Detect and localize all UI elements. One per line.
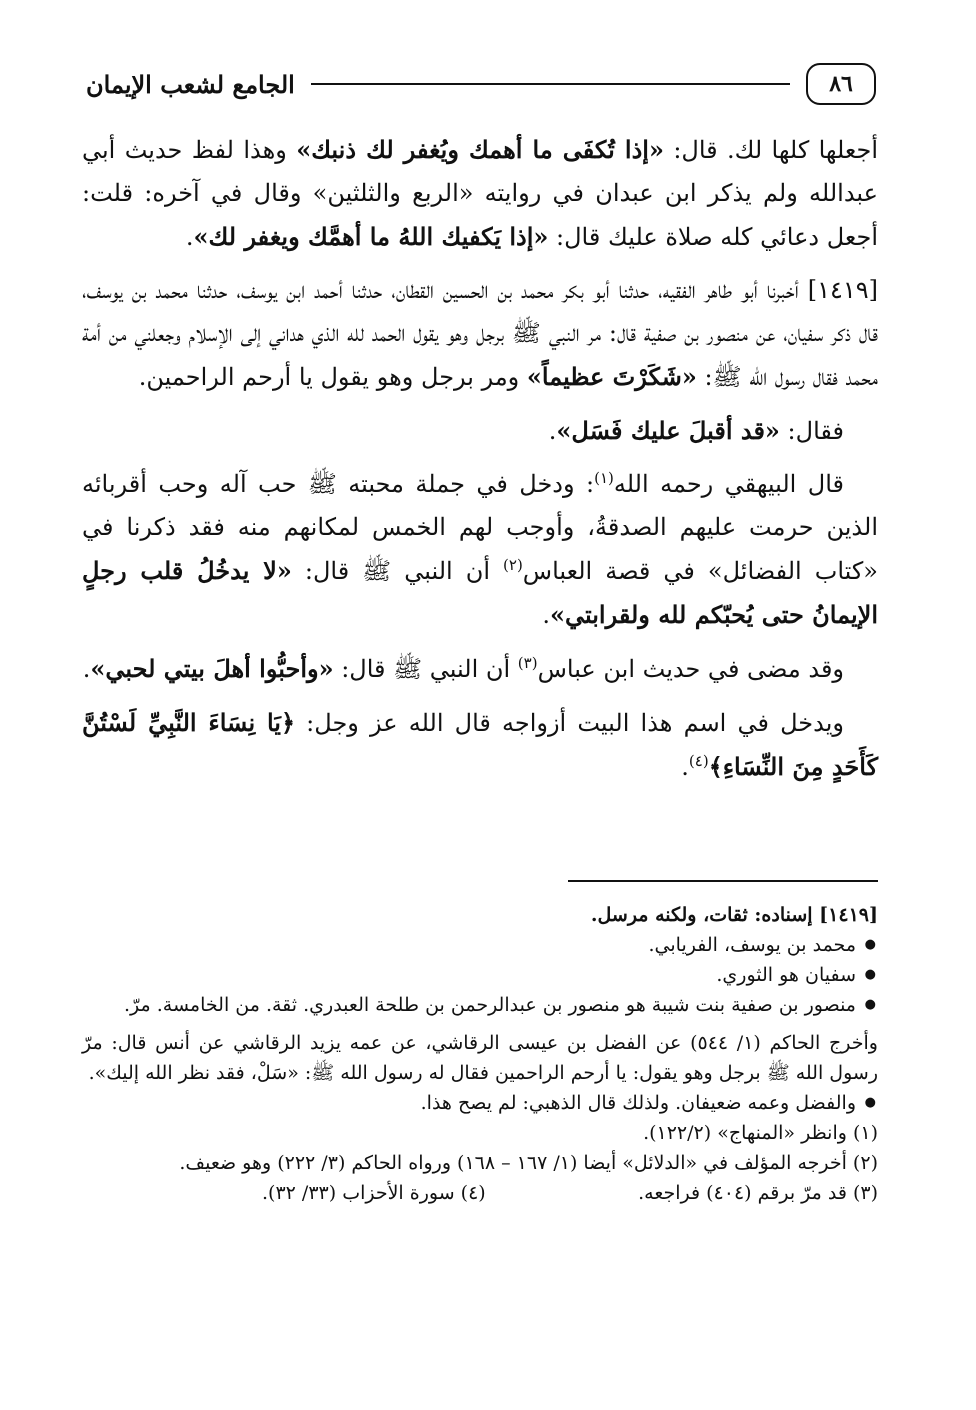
list-item: ● منصور بن صفية بنت شيبة هو منصور بن عبدالرحمن بن طلحة العبدري. ثقة. من الخامسة. مرّ. xyxy=(82,990,856,1020)
running-header xyxy=(86,62,876,106)
takhrij-note: وأخرج الحاكم (١/ ٥٤٤) عن الفضل بن عيسى الرقاشي، عن عمه يزيد الرقاشي عن أنس قال: مرّ رسول الله ﷺ برجل وهو يقول: يا أرحم الراحمين فقال له رسول الله ﷺ: «سَلْ، فقد نظر الله إليك». xyxy=(82,1032,878,1084)
book-title: الجامع لشعب الإيمان xyxy=(86,69,295,99)
hadith-quote: «شَكَرْتَ عظيماً» xyxy=(526,362,697,391)
header-rule xyxy=(311,83,790,85)
footnote-separator xyxy=(568,880,878,882)
footnote-ref: (٣) xyxy=(517,654,538,672)
hadith-quote: «وأحبُّوا أهلَ بيتي لحبي» xyxy=(90,654,334,683)
paragraph-1: أجعلها كلها لك. قال: «إذا تُكفَى ما أهمك ويُغفر لك ذنبك» وهذا لفظ حديث أبي عبدالله ولم يذكر ابن عبدان في روايته «الربع والثلثين» وقال في آخره: قلت: أجعل دعائي كله صلاة عليك قال: «إذا يَكفيك اللهُ ما أهمَّك ويغفر لك». xyxy=(82,135,879,251)
quran-verse: ﴿يَا نِسَاءَ النَّبِيِّ لَسْتُنَّ كَأَحَدٍ مِنَ النِّسَاءِ﴾ xyxy=(82,708,878,781)
paragraph-4: قال البيهقي رحمه الله$^{(١)}$: ودخل في جملة محبته ﷺ حب آله وحب أقربائه الذين حرمت عليهم الصدقةُ، وأوجب لهم الخمس لمكانهم منه فقد ذكرنا في «كتاب الفضائل» في قصة العباس$^{(٢)}$ أن النبي ﷺ قال: «لا يدخُلُ قلب رجلٍ الإيمانُ حتى يُحبّكم لله ولقرابتي». xyxy=(82,469,878,629)
narrator-list xyxy=(82,930,878,1020)
list-item: ● سفيان هو الثوري. xyxy=(82,960,856,990)
page-number: ٨٦ xyxy=(806,63,876,105)
grading-list xyxy=(82,1088,878,1118)
hadith-quote: «إذا يَكفيك اللهُ ما أهمَّك ويغفر لك» xyxy=(193,222,549,251)
paragraph-1419: [١٤١٩] أخبرنا أبو طاهر الفقيه، حدثنا أبو بكر محمد بن الحسين القطان، حدثنا أحمد ابن يوسف، حدثنا محمد بن يوسف، قال ذكر سفيان، عن منصور بن صفية قال: مر النبي ﷺ برجل وهو يقول الحمد لله الذي هداني إلى الإسلام وجعلني من أمة محمد فقال رسول الله ﷺ: «شَكَرْتَ عظيماً» ومر برجل وهو يقول يا أرحم الراحمين. xyxy=(82,276,878,391)
footnote-4: (٤) سورة الأحزاب (٣٣/ ٣٢). xyxy=(262,1182,486,1204)
footnote-3: (٣) قد مرّ برقم (٤٠٤) فراجعه. xyxy=(638,1182,878,1204)
footnote-ref: (٢) xyxy=(503,556,523,574)
hadith-quote: «إذا تُكفَى ما أهمك ويُغفر لك ذنبك» xyxy=(296,135,664,164)
paragraph-5: وقد مضى في حديث ابن عباس$^{(٣)}$ أن النبي ﷺ قال: «وأحبُّوا أهلَ بيتي لحبي». xyxy=(82,654,844,683)
footnote-2: (٢) أخرجه المؤلف في «الدلائل» أيضا (١/ ١٦٧ – ١٦٨) ورواه الحاكم (٣/ ٢٢٢) وهو ضعيف. xyxy=(179,1152,878,1174)
footnotes-3-4 xyxy=(82,1178,878,1208)
main-text xyxy=(82,128,878,799)
footnote-1: (١) وانظر «المنهاج» (١٢٢/٢). xyxy=(643,1122,878,1144)
footnote-ref: (١) xyxy=(594,469,614,487)
list-item: ● محمد بن يوسف، الفريابي. xyxy=(82,930,856,960)
note-1419-heading: [١٤١٩] إسناده: ثقات، ولكنه مرسل. xyxy=(590,904,878,926)
hadith-quote: «لا يدخُلُ قلب رجلٍ الإيمانُ حتى يُحبّكم لله ولقرابتي» xyxy=(82,556,878,629)
paragraph-3: فقال: «قد أقبلَ عليك فَسَل». xyxy=(548,416,844,445)
footnote-ref: (٤) xyxy=(688,752,709,770)
footnotes xyxy=(82,900,878,1208)
list-item: ● والفضل وعمه ضعيفان. ولذلك قال الذهبي: لم يصح هذا. xyxy=(82,1088,856,1118)
paragraph-6: ويدخل في اسم هذا البيت أزواجه قال الله عز وجل: ﴿يَا نِسَاءَ النَّبِيِّ لَسْتُنَّ كَأَحَدٍ مِنَ النِّسَاءِ﴾$^{(٤)}$. xyxy=(82,708,878,781)
hadith-quote: «قد أقبلَ عليك فَسَل» xyxy=(556,416,780,445)
